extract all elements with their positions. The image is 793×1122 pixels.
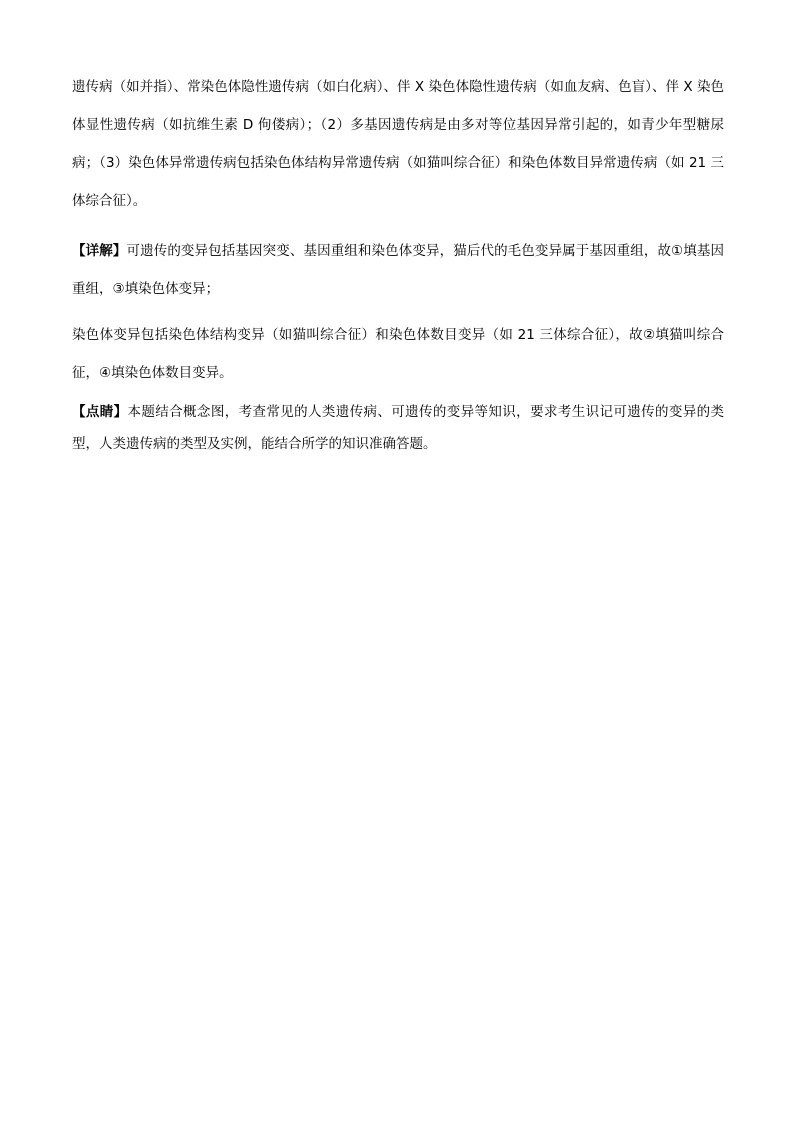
paragraph-text: 遗传病（如并指）、常染色体隐性遗传病（如白化病）、伴 X 染色体隐性遗传病（如血友病、色盲）、伴 X 染色体显性遗传病（如抗维生素 D 佝偻病）；（2）多基因遗传病是由多对等位基因异常引起的，如青少年型糖尿病；（3）染色体异常遗传病包括染色体结构异常遗传病（如猫叫综合征）和染色体数目异常遗传病（如 21 三体综合征）。 [72, 79, 724, 209]
paragraph-text: 染色体变异包括染色体结构变异（如猫叫综合征）和染色体数目变异（如 21 三体综合征），故②填猫叫综合征，④填染色体数目变异。 [72, 327, 724, 381]
detail-text: 可遗传的变异包括基因突变、基因重组和染色体变异，猫后代的毛色变异属于基因重组，故①填基因重组，③填染色体变异； [72, 243, 725, 297]
paragraph-chromosome-variation [72, 316, 724, 392]
comment-text: 本题结合概念图，考查常见的人类遗传病、可遗传的变异等知识，要求考生识记可遗传的变异的类型，人类遗传病的类型及实例，能结合所学的知识准确答题。 [72, 404, 725, 452]
paragraph-genetic-diseases [72, 68, 724, 220]
comment-label: 【点睛】 [72, 404, 128, 420]
paragraph-comment [72, 396, 724, 460]
paragraph-detail [72, 232, 724, 308]
detail-label: 【详解】 [72, 243, 127, 259]
